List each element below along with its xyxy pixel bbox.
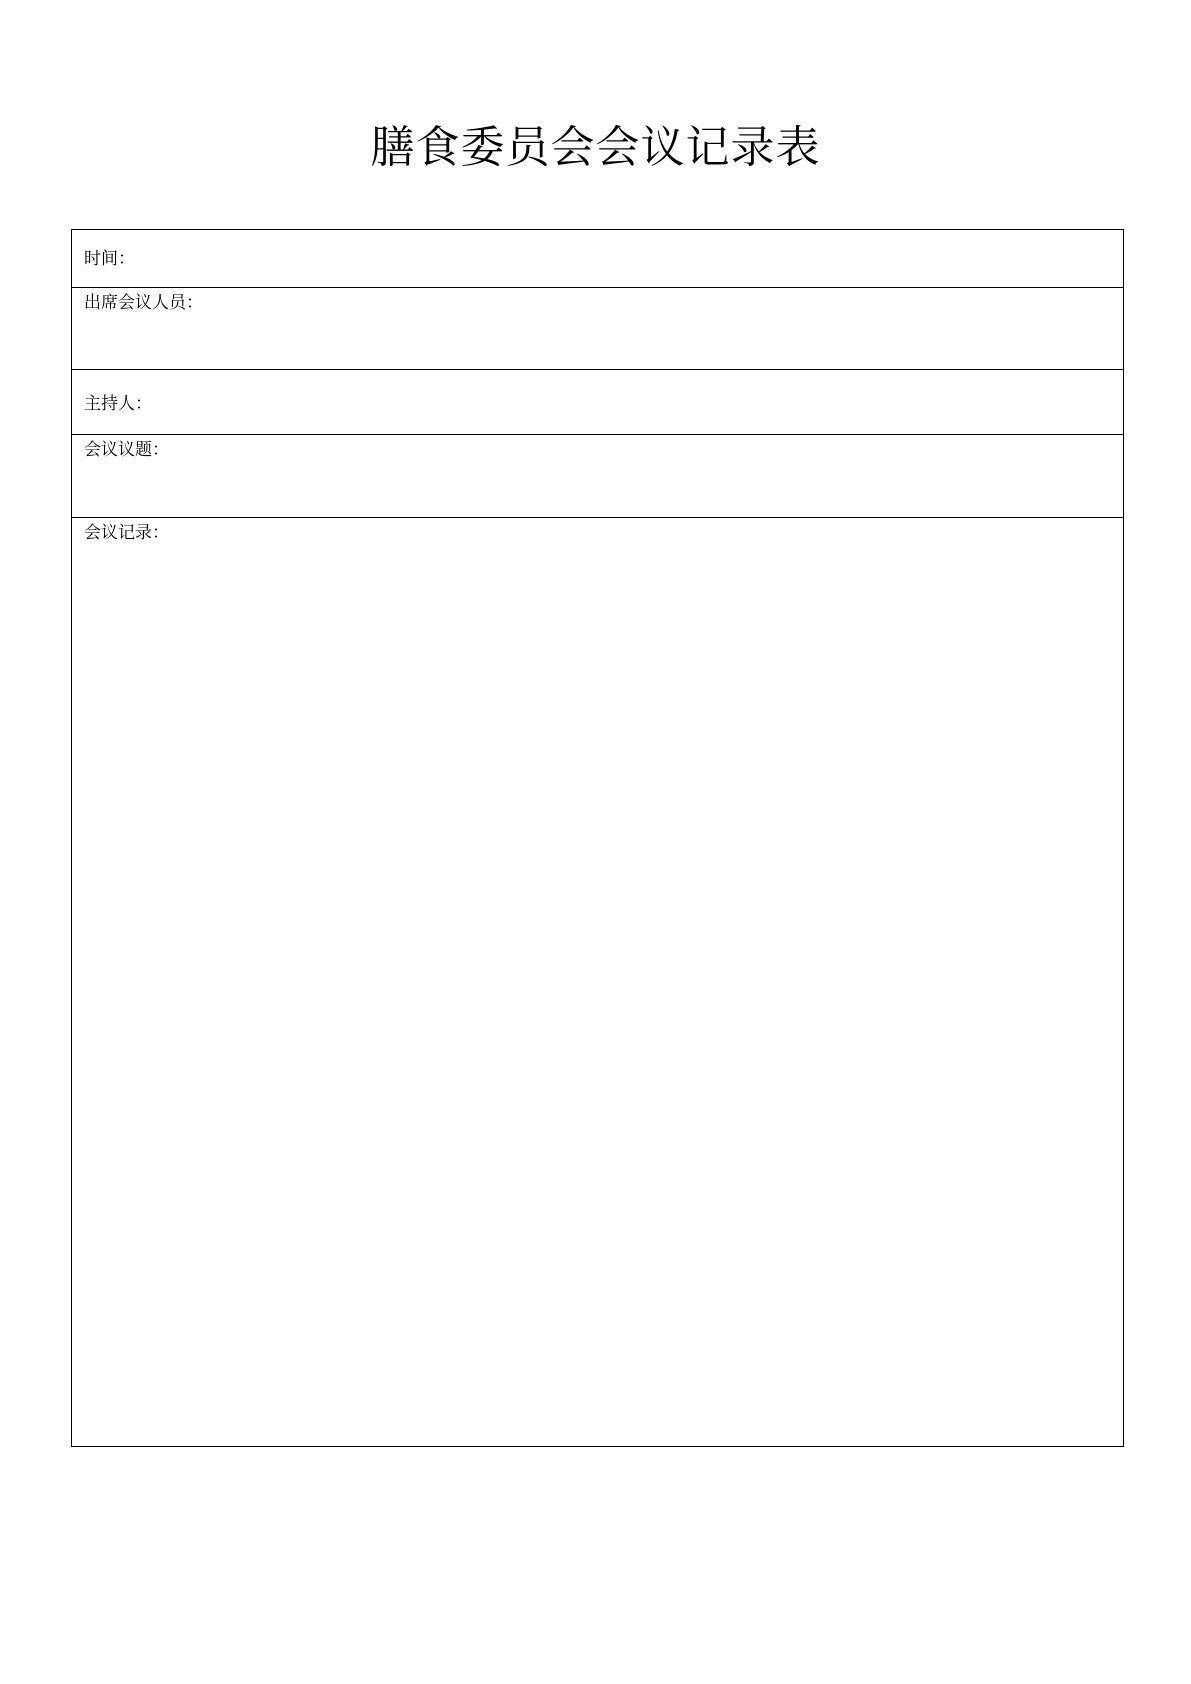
- topic-row[interactable]: [72, 435, 1123, 518]
- time-label: 时间：: [84, 249, 135, 269]
- minutes-row[interactable]: [72, 518, 1123, 1446]
- host-row[interactable]: [72, 370, 1123, 435]
- minutes-label: 会议记录：: [84, 523, 169, 543]
- attendees-row[interactable]: [72, 288, 1123, 370]
- topic-label: 会议议题：: [84, 440, 169, 460]
- attendees-label: 出席会议人员：: [84, 293, 203, 313]
- meeting-record-form: [71, 229, 1124, 1447]
- host-label: 主持人：: [84, 394, 152, 414]
- time-row[interactable]: [72, 230, 1123, 288]
- page-title: 膳食委员会会议记录表: [370, 122, 821, 173]
